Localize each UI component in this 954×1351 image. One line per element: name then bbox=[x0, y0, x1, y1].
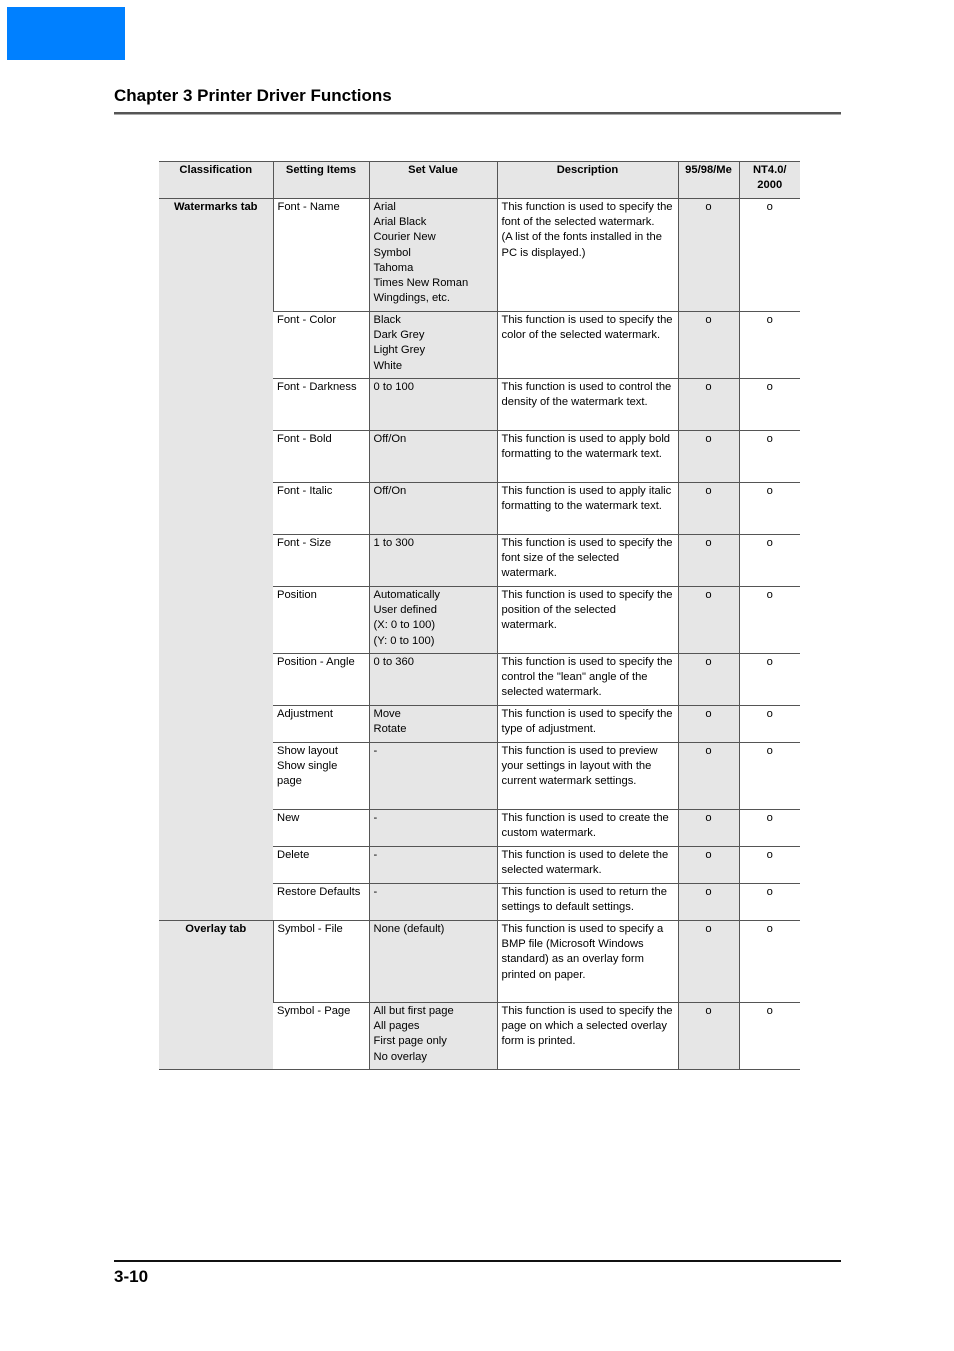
description-cell: This function is used to specify the position of the selected watermark. bbox=[497, 587, 678, 654]
page-number: 3-10 bbox=[114, 1267, 149, 1286]
set-value-cell: 0 to 100 bbox=[369, 379, 497, 431]
description-cell: This function is used to create the custom watermark. bbox=[497, 810, 678, 847]
set-value-cell: 1 to 300 bbox=[369, 535, 497, 587]
set-value-cell: - bbox=[369, 847, 497, 884]
support-95-98-me-cell: o bbox=[678, 847, 739, 884]
support-nt4-2000-cell: o bbox=[739, 743, 800, 810]
support-95-98-me-cell: o bbox=[678, 921, 739, 1003]
description-cell: This function is used to specify the font size of the selected watermark. bbox=[497, 535, 678, 587]
set-value-cell: Off/On bbox=[369, 483, 497, 535]
set-value-cell: Move Rotate bbox=[369, 706, 497, 743]
set-value-cell: All but first page All pages First page only No overlay bbox=[369, 1003, 497, 1070]
support-95-98-me-cell: o bbox=[678, 810, 739, 847]
column-header-set-value: Set Value bbox=[369, 162, 497, 199]
setting-item-cell: Position - Angle bbox=[273, 654, 369, 706]
set-value-cell: Off/On bbox=[369, 431, 497, 483]
description-cell: This function is used to specify the type of adjustment. bbox=[497, 706, 678, 743]
setting-item-cell: Symbol - File bbox=[273, 921, 369, 1003]
header-rule bbox=[114, 112, 841, 115]
support-95-98-me-cell: o bbox=[678, 379, 739, 431]
setting-item-cell: Font - Darkness bbox=[273, 379, 369, 431]
support-nt4-2000-cell: o bbox=[739, 379, 800, 431]
table-header-row bbox=[159, 162, 800, 199]
set-value-cell: None (default) bbox=[369, 921, 497, 1003]
support-nt4-2000-cell: o bbox=[739, 199, 800, 312]
table-row bbox=[159, 921, 800, 1003]
classification-cell: Overlay tab bbox=[159, 921, 273, 1070]
set-value-cell: - bbox=[369, 884, 497, 921]
setting-item-cell: Delete bbox=[273, 847, 369, 884]
setting-item-cell: Font - Color bbox=[273, 312, 369, 379]
support-nt4-2000-cell: o bbox=[739, 1003, 800, 1070]
support-95-98-me-cell: o bbox=[678, 706, 739, 743]
set-value-cell: Arial Arial Black Courier New Symbol Tahoma Times New Roman Wingdings, etc. bbox=[369, 199, 497, 312]
support-nt4-2000-cell: o bbox=[739, 847, 800, 884]
description-cell: This function is used to apply bold formatting to the watermark text. bbox=[497, 431, 678, 483]
setting-item-cell: Font - Bold bbox=[273, 431, 369, 483]
support-95-98-me-cell: o bbox=[678, 654, 739, 706]
set-value-cell: - bbox=[369, 810, 497, 847]
table-row bbox=[159, 199, 800, 312]
column-header-classification: Classification bbox=[159, 162, 273, 199]
support-nt4-2000-cell: o bbox=[739, 535, 800, 587]
column-header-nt4-2000: NT4.0/ 2000 bbox=[739, 162, 800, 199]
description-cell: This function is used to apply italic formatting to the watermark text. bbox=[497, 483, 678, 535]
description-cell: This function is used to delete the selected watermark. bbox=[497, 847, 678, 884]
set-value-cell: - bbox=[369, 743, 497, 810]
support-nt4-2000-cell: o bbox=[739, 312, 800, 379]
support-nt4-2000-cell: o bbox=[739, 654, 800, 706]
setting-item-cell: Font - Italic bbox=[273, 483, 369, 535]
description-cell: This function is used to specify a BMP file (Microsoft Windows standard) as an overlay form printed on paper. bbox=[497, 921, 678, 1003]
column-header-setting-items: Setting Items bbox=[273, 162, 369, 199]
support-95-98-me-cell: o bbox=[678, 312, 739, 379]
classification-cell: Watermarks tab bbox=[159, 199, 273, 921]
column-header-95-98-me: 95/98/Me bbox=[678, 162, 739, 199]
table-body bbox=[159, 199, 800, 1070]
set-value-cell: 0 to 360 bbox=[369, 654, 497, 706]
support-nt4-2000-cell: o bbox=[739, 810, 800, 847]
description-cell: This function is used to preview your settings in layout with the current watermark settings. bbox=[497, 743, 678, 810]
support-95-98-me-cell: o bbox=[678, 431, 739, 483]
support-95-98-me-cell: o bbox=[678, 1003, 739, 1070]
support-nt4-2000-cell: o bbox=[739, 431, 800, 483]
support-95-98-me-cell: o bbox=[678, 535, 739, 587]
footer-rule bbox=[114, 1260, 841, 1262]
chapter-color-tab bbox=[7, 7, 125, 60]
setting-item-cell: Font - Name bbox=[273, 199, 369, 312]
support-95-98-me-cell: o bbox=[678, 483, 739, 535]
set-value-cell: Automatically User defined (X: 0 to 100) (Y: 0 to 100) bbox=[369, 587, 497, 654]
description-cell: This function is used to control the density of the watermark text. bbox=[497, 379, 678, 431]
support-95-98-me-cell: o bbox=[678, 587, 739, 654]
description-cell: This function is used to specify the page on which a selected overlay form is printed. bbox=[497, 1003, 678, 1070]
settings-table bbox=[159, 161, 800, 1070]
description-cell: This function is used to return the settings to default settings. bbox=[497, 884, 678, 921]
support-nt4-2000-cell: o bbox=[739, 483, 800, 535]
setting-item-cell: Symbol - Page bbox=[273, 1003, 369, 1070]
support-95-98-me-cell: o bbox=[678, 743, 739, 810]
support-nt4-2000-cell: o bbox=[739, 587, 800, 654]
support-nt4-2000-cell: o bbox=[739, 884, 800, 921]
set-value-cell: Black Dark Grey Light Grey White bbox=[369, 312, 497, 379]
support-nt4-2000-cell: o bbox=[739, 706, 800, 743]
setting-item-cell: Restore Defaults bbox=[273, 884, 369, 921]
description-cell: This function is used to specify the control the "lean" angle of the selected watermark. bbox=[497, 654, 678, 706]
description-cell: This function is used to specify the font of the selected watermark. (A list of the fonts installed in the PC is displayed.) bbox=[497, 199, 678, 312]
description-cell: This function is used to specify the color of the selected watermark. bbox=[497, 312, 678, 379]
setting-item-cell: New bbox=[273, 810, 369, 847]
support-95-98-me-cell: o bbox=[678, 884, 739, 921]
support-nt4-2000-cell: o bbox=[739, 921, 800, 1003]
chapter-title: Chapter 3 Printer Driver Functions bbox=[114, 86, 392, 105]
support-95-98-me-cell: o bbox=[678, 199, 739, 312]
setting-item-cell: Adjustment bbox=[273, 706, 369, 743]
column-header-description: Description bbox=[497, 162, 678, 199]
setting-item-cell: Font - Size bbox=[273, 535, 369, 587]
setting-item-cell: Position bbox=[273, 587, 369, 654]
setting-item-cell: Show layout Show single page bbox=[273, 743, 369, 810]
